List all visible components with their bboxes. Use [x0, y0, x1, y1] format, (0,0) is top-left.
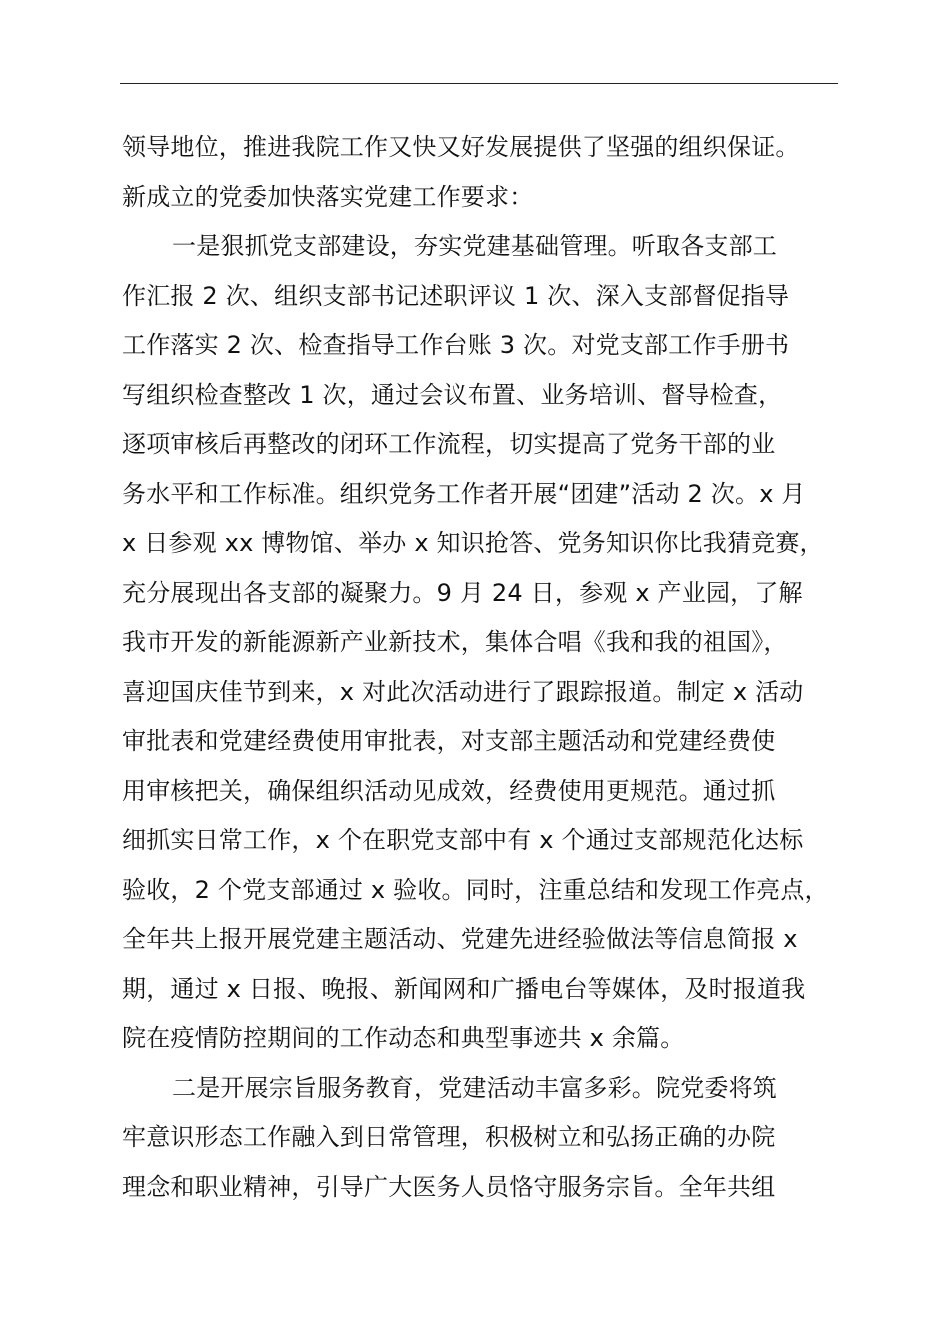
text-line: 新成立的党委加快落实党建工作要求： [122, 182, 534, 211]
text-line: 全年共上报开展党建主题活动、党建先进经验做法等信息简报 x [122, 925, 798, 953]
text-line: 充分展现出各支部的凝聚力。9 月 24 日，参观 x 产业园，了解 [122, 578, 803, 607]
text-line: 写组织检查整改 1 次，通过会议布置、业务培训、督导检查， [122, 380, 783, 409]
text-line: 喜迎国庆佳节到来，x 对此次活动进行了跟踪报道。制定 x 活动 [122, 677, 804, 706]
document-body [122, 123, 842, 1212]
text-line: 用审核把关，确保组织活动见成效，经费使用更规范。通过抓 [122, 776, 776, 805]
header-rule [120, 83, 838, 84]
text-line: 院在疫情防控期间的工作动态和典型事迹共 x 余篇。 [122, 1024, 685, 1052]
text-line: 细抓实日常工作，x 个在职党支部中有 x 个通过支部规范化达标 [122, 826, 804, 854]
text-line: x 日参观 xx 博物馆、举办 x 知识抢答、党务知识你比我猜竞赛， [122, 529, 824, 557]
text-line: 期，通过 x 日报、晚报、新闻网和广播电台等媒体，及时报道我 [122, 974, 806, 1003]
text-line: 牢意识形态工作融入到日常管理，积极树立和弘扬正确的办院 [122, 1123, 776, 1151]
text-line: 审批表和党建经费使用审批表，对支部主题活动和党建经费使 [122, 727, 776, 755]
text-line: 理念和职业精神，引导广大医务人员恪守服务宗旨。全年共组 [122, 1172, 776, 1201]
text-line: 领导地位，推进我院工作又快又好发展提供了坚强的组织保证。 [122, 133, 800, 161]
text-line: 我市开发的新能源新产业新技术，集体合唱《我和我的祖国》， [122, 628, 788, 656]
text-line: 二是开展宗旨服务教育，党建活动丰富多彩。院党委将筑 [172, 1073, 777, 1102]
text-line: 逐项审核后再整改的闭环工作流程，切实提高了党务干部的业 [122, 430, 776, 458]
text-line: 作汇报 2 次、组织支部书记述职评议 1 次、深入支部督促指导 [122, 281, 790, 310]
text-line: 工作落实 2 次、检查指导工作台账 3 次。对党支部工作手册书 [122, 331, 790, 359]
text-line: 一是狠抓党支部建设，夯实党建基础管理。听取各支部工 [172, 232, 777, 260]
text-line: 务水平和工作标准。组织党务工作者开展“团建”活动 2 次。x 月 [122, 479, 806, 508]
text-line: 验收，2 个党支部通过 x 验收。同时，注重总结和发现工作亮点， [122, 875, 829, 904]
